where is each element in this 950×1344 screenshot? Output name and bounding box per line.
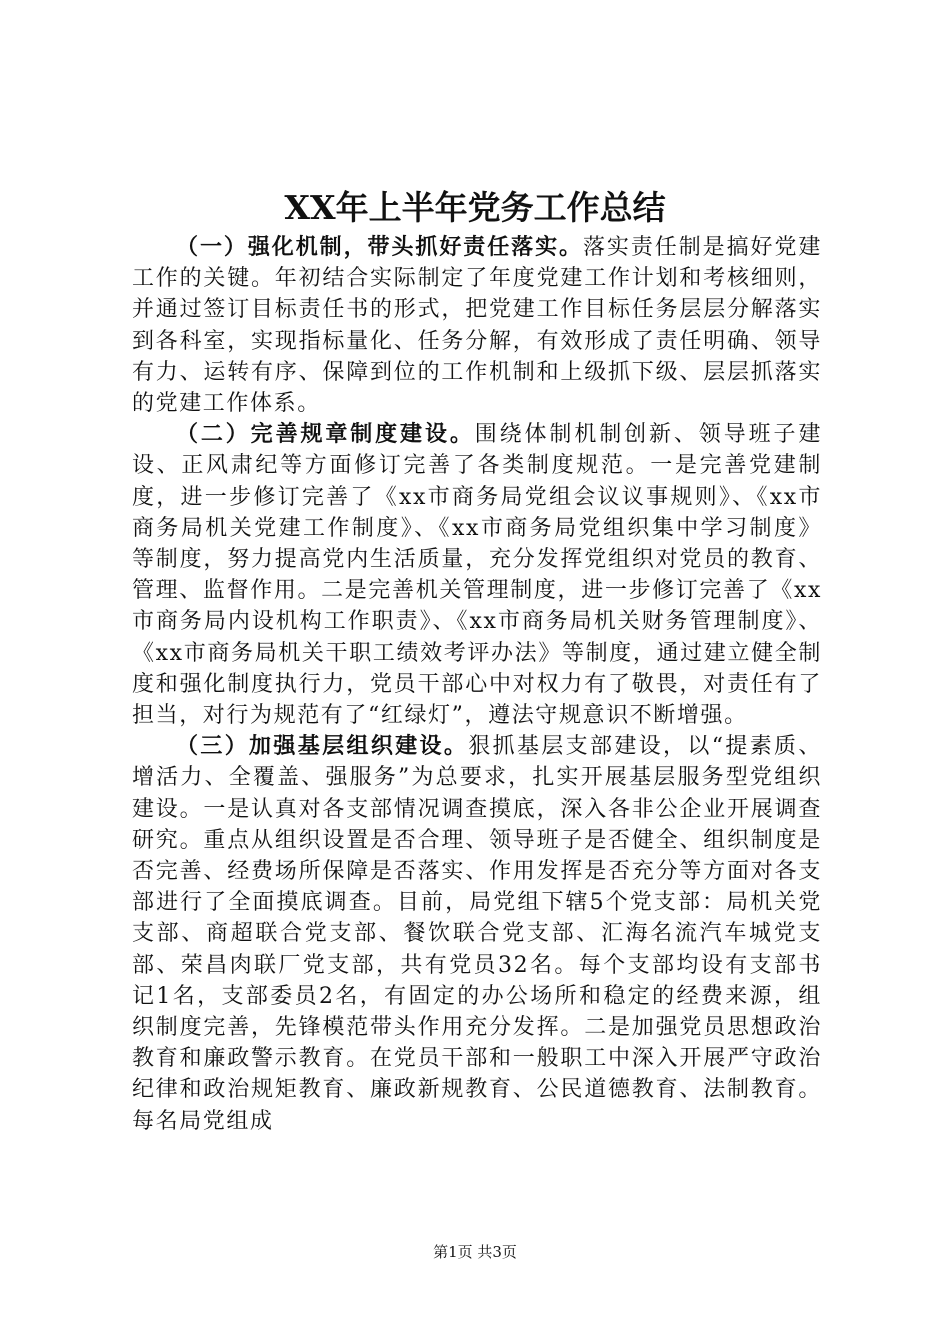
paragraph-2 [132,419,822,731]
paragraph-heading: （一）强化机制，带头抓好责任落实。 [176,234,583,260]
document-title: XX年上半年党务工作总结 [284,188,666,227]
paragraph-text: 围绕体制机制创新、领导班子建设、正风肃纪等方面修订完善了各类制度规范。一是完善党建制度，进一步修订完善了《xx市商务局党组会议议事规则》、《xx市商务局机关党建工作制度》、《xx市商务局党组织集中学习制度》等制度，努力提高党内生活质量，充分发挥党组织对党员的教育、管理、监督作用。二是完善机关管理制度，进一步修订完善了《xx市商务局内设机构工作职责》、《xx市商务局机关财务管理制度》、《xx市商务局机关干职工绩效考评办法》等制度，通过建立健全制度和强化制度执行力，党员干部心中对权力有了敬畏，对责任有了担当，对行为规范有了“红绿灯”，遵法守规意识不断增强。 [132,422,822,729]
paragraph-heading: （二）完善规章制度建设。 [176,421,475,448]
paragraph-text: 狠抓基层支部建设，以“提素质、增活力、全覆盖、强服务”为总要求，扎实开展基层服务型党组织建设。一是认真对各支部情况调查摸底，深入各非公企业开展调查研究。重点从组织设置是否合理、领导班子是否健全、组织制度是否完善、经费场所保障是否落实、作用发挥是否充分等方面对各支部进行了全面摸底调查。目前，局党组下辖5个党支部：局机关党支部、商超联合党支部、餐饮联合党支部、汇海名流汽车城党支部、荣昌肉联厂党支部，共有党员32名。每个支部均设有支部书记1名，支部委员2名，有固定的办公场所和稳定的经费来源，组织制度完善，先锋模范带头作用充分发挥。二是加强党员思想政治教育和廉政警示教育。在党员干部和一般职工中深入开展严守政治纪律和政治规矩教育、廉政新规教育、公民道德教育、法制教育。每名局党组成 [132,734,823,1134]
paragraph-1 [132,232,822,419]
page-footer: 第1页 共3页 [433,1243,517,1261]
paragraph-text: 落实责任制是搞好党建工作的关键。年初结合实际制定了年度党建工作计划和考核细则，并通过签订目标责任书的形式，把党建工作目标任务层层分解落实到各科室，实现指标量化、任务分解，有效形成了责任明确、领导有力、运转有序、保障到位的工作机制和上级抓下级、层层抓落实的党建工作体系。 [132,235,822,417]
paragraph-heading: （三）加强基层组织建设。 [176,733,469,760]
document-body [132,232,822,1137]
paragraph-3 [132,731,822,1137]
